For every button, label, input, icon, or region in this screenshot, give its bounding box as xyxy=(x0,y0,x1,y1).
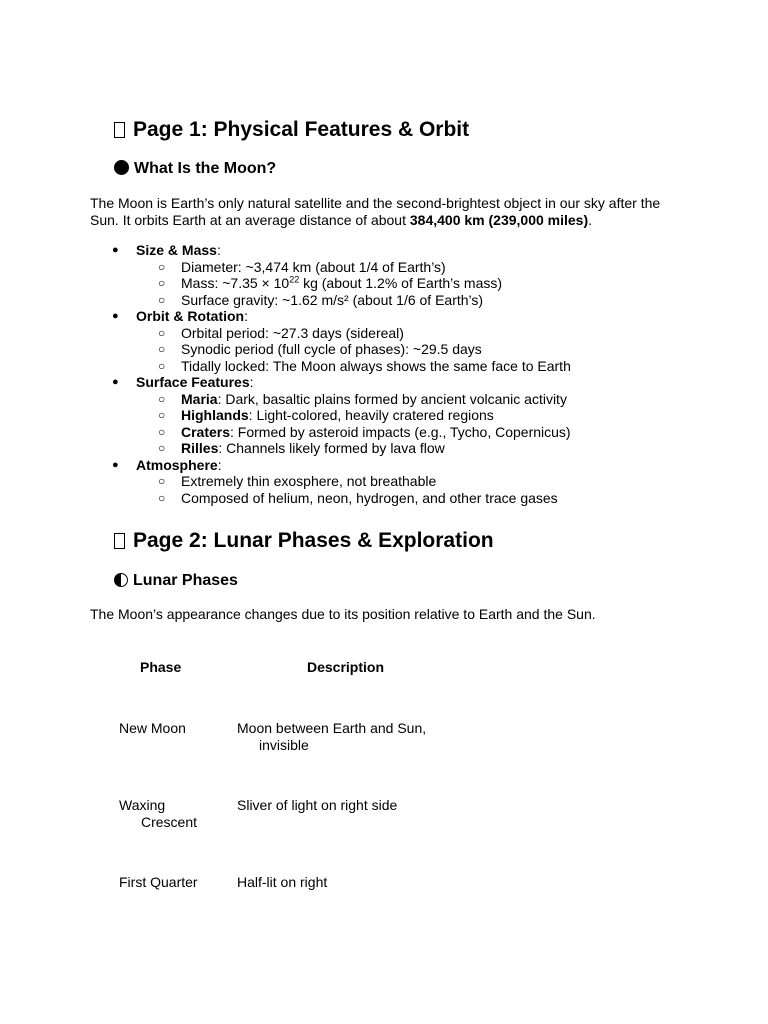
highlands-desc: : Light-colored, heavily cratered regions xyxy=(248,407,494,423)
phase-name-line2: Crescent xyxy=(141,813,198,830)
table-cell-desc-new-moon xyxy=(237,720,477,753)
craters-term: Craters xyxy=(181,423,231,440)
page2-title-text: Page 2: Lunar Phases & Exploration xyxy=(133,529,494,552)
list-item-surface-features xyxy=(112,374,254,391)
list-item-diameter xyxy=(158,258,446,276)
colon: : xyxy=(244,308,248,324)
mass-text-b: kg (about 1.2% of Earth’s mass) xyxy=(299,275,503,291)
phase-desc: Half-lit on right xyxy=(237,874,328,890)
circle-bullet-icon: ○ xyxy=(158,259,166,274)
phase-name: First Quarter xyxy=(119,874,198,890)
bullet-icon: ● xyxy=(112,244,119,256)
list-item-maria xyxy=(158,390,567,408)
intro-distance-bold: 384,400 km (239,000 miles) xyxy=(409,211,589,228)
circle-bullet-icon: ○ xyxy=(158,358,166,373)
surface-features-label: Surface Features xyxy=(136,374,250,390)
circle-bullet-icon: ○ xyxy=(158,474,166,488)
atmosphere-label: Atmosphere xyxy=(136,456,218,473)
maria-term: Maria xyxy=(181,390,218,407)
circle-bullet-icon: ○ xyxy=(158,490,166,505)
black-circle-icon xyxy=(114,160,129,175)
circle-bullet-icon: ○ xyxy=(158,391,166,406)
phases-intro-paragraph: The Moon’s appearance changes due to its position relative to Earth and the Sun. xyxy=(90,606,596,622)
bullet-icon: ● xyxy=(112,310,119,322)
craters-desc: : Formed by asteroid impacts (e.g., Tycho, Copernicus) xyxy=(230,423,571,440)
list-item-orbital-period xyxy=(158,324,404,342)
section-what-is-moon xyxy=(114,159,276,179)
diameter-text: Diameter: ~3,474 km (about 1/4 of Earth’s) xyxy=(181,258,446,275)
list-item-composition xyxy=(158,489,558,507)
page2-title xyxy=(114,528,494,554)
circle-bullet-icon: ○ xyxy=(158,276,166,290)
intro-text-end: . xyxy=(588,211,593,228)
orbit-rotation-label: Orbit & Rotation xyxy=(136,308,245,324)
page1-title-text: Page 1: Physical Features & Orbit xyxy=(133,118,470,141)
moon-intro-paragraph xyxy=(90,195,670,228)
circle-bullet-icon: ○ xyxy=(158,408,166,422)
table-cell-phase-new-moon xyxy=(119,720,229,737)
list-item-exosphere xyxy=(158,473,437,490)
list-item-tidally-locked xyxy=(158,357,571,375)
half-moon-icon xyxy=(114,573,128,587)
colon: : xyxy=(216,242,221,258)
section-lunar-phases-text: Lunar Phases xyxy=(133,572,238,589)
section-lunar-phases xyxy=(114,571,238,591)
table-cell-phase-first-quarter xyxy=(119,874,229,891)
table-cell-desc-waxing-crescent xyxy=(237,797,477,814)
list-item-craters xyxy=(158,423,571,441)
bullet-icon: ● xyxy=(112,458,119,471)
phase-desc-line1: Moon between Earth and Sun, xyxy=(237,720,427,736)
colon: : xyxy=(217,456,222,473)
colon: : xyxy=(249,374,254,390)
table-header-phase: Phase xyxy=(140,659,182,675)
phase-desc-line2: invisible xyxy=(259,736,309,753)
list-item-mass xyxy=(158,274,503,292)
synodic-period-text: Synodic period (full cycle of phases): ~29.5 days xyxy=(181,341,482,357)
circle-bullet-icon: ○ xyxy=(158,424,166,439)
circle-bullet-icon: ○ xyxy=(158,441,166,455)
maria-desc: : Dark, basaltic plains formed by ancient volcanic activity xyxy=(217,390,567,407)
circle-bullet-icon: ○ xyxy=(158,325,166,340)
list-item-highlands xyxy=(158,407,494,424)
intro-text-start: The Moon is Earth’s only natural satellite and the second-brightest object in our sky after the Sun. It orbits Earth at an average distance of about xyxy=(90,195,661,228)
table-header-description: Description xyxy=(307,659,385,675)
exosphere-text: Extremely thin exosphere, not breathable xyxy=(181,473,437,489)
gravity-text: Surface gravity: ~1.62 m/s² (about 1/6 of Earth’s) xyxy=(181,291,484,308)
table-cell-desc-first-quarter xyxy=(237,874,477,891)
list-item-rilles xyxy=(158,440,445,457)
rilles-desc: : Channels likely formed by lava flow xyxy=(218,440,445,456)
mass-exponent: 22 xyxy=(289,274,300,285)
section-what-is-moon-text: What Is the Moon? xyxy=(134,160,277,177)
bullet-icon: ● xyxy=(112,376,119,388)
list-item-orbit-rotation xyxy=(112,308,248,325)
missing-glyph-box-icon xyxy=(114,533,125,549)
table-cell-phase-waxing-crescent xyxy=(119,797,229,830)
rilles-term: Rilles xyxy=(181,440,219,456)
page1-title xyxy=(114,117,469,143)
list-item-synodic-period xyxy=(158,341,482,358)
tidally-locked-text: Tidally locked: The Moon always shows the same face to Earth xyxy=(181,357,571,374)
phase-name-line1: Waxing xyxy=(119,797,166,813)
missing-glyph-box-icon xyxy=(114,122,125,138)
phase-desc: Sliver of light on right side xyxy=(237,797,398,813)
list-item-gravity xyxy=(158,291,484,309)
list-item-size-mass xyxy=(112,242,221,259)
orbital-period-text: Orbital period: ~27.3 days (sidereal) xyxy=(181,324,404,341)
composition-text: Composed of helium, neon, hydrogen, and other trace gases xyxy=(181,489,558,506)
mass-text-a: Mass: ~7.35 × 10 xyxy=(181,275,290,291)
size-mass-label: Size & Mass xyxy=(136,242,217,258)
circle-bullet-icon: ○ xyxy=(158,292,166,307)
phase-name: New Moon xyxy=(119,720,186,736)
list-item-atmosphere xyxy=(112,456,222,474)
highlands-term: Highlands xyxy=(181,407,249,423)
circle-bullet-icon: ○ xyxy=(158,342,166,356)
